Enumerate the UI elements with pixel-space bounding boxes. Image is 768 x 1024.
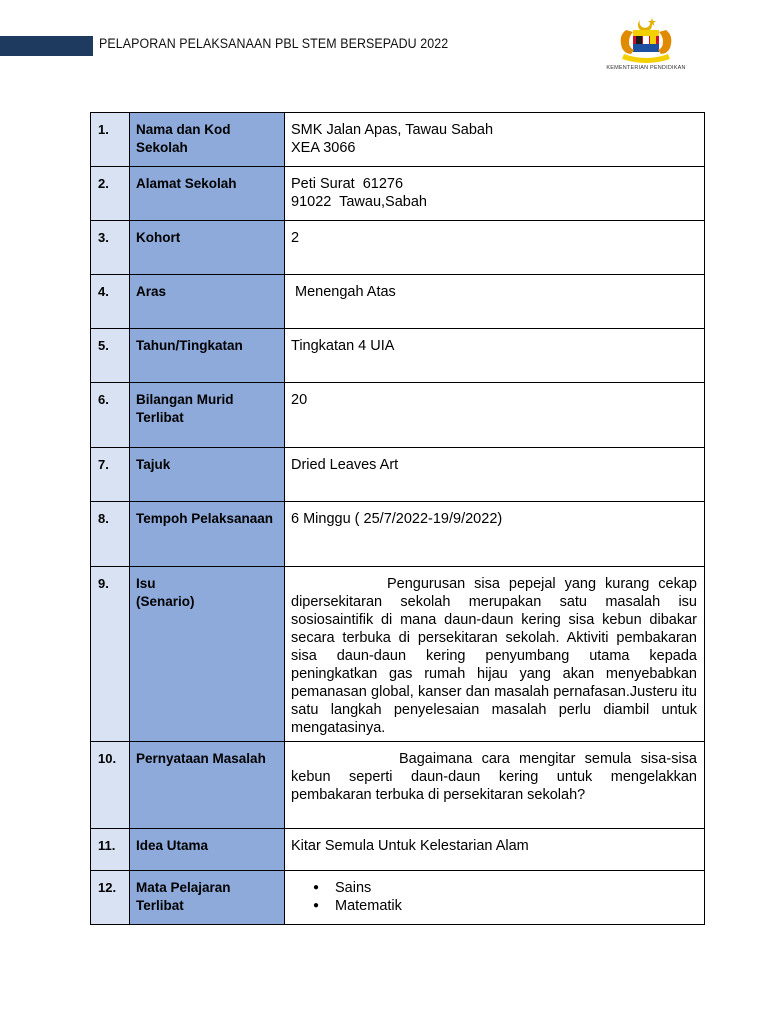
table-row — [91, 829, 705, 871]
row-number: 7. — [91, 448, 130, 502]
table-row — [91, 567, 705, 742]
row-number: 4. — [91, 275, 130, 329]
row-label: Idea Utama — [130, 829, 285, 871]
ministry-logo — [588, 14, 704, 80]
row-number: 6. — [91, 383, 130, 448]
row-label: Pernyataan Masalah — [130, 742, 285, 829]
row-value: 2 — [285, 221, 705, 275]
table-row — [91, 167, 705, 221]
row-value: 6 Minggu ( 25/7/2022-19/9/2022) — [285, 502, 705, 567]
row-label: Tempoh Pelaksanaan — [130, 502, 285, 567]
table-row — [91, 113, 705, 167]
row-number: 12. — [91, 871, 130, 925]
row-value: Peti Surat 61276 91022 Tawau,Sabah — [285, 167, 705, 221]
row-value: Pengurusan sisa pepejal yang kurang cekap dipersekitaran sekolah merupakan satu masalah isu sosiosaintifik di mana daun-daun kering sisa kebun dibakar secara terbuka di persekitaran sekolah. Aktiviti pembakaran sisa daun-daun kering penyumbang utama kepada peningkatkan gas rumah hijau yang akan menyebabkan pemanasan global, kanser dan masalah pernafasan.Justeru itu satu langkah penyelesaian masalah perlu diambil untuk mengatasinya. — [285, 567, 705, 742]
row-label: Isu (Senario) — [130, 567, 285, 742]
table-row — [91, 742, 705, 829]
header-accent-bar — [0, 36, 93, 56]
table-row — [91, 448, 705, 502]
page-title: PELAPORAN PELAKSANAAN PBL STEM BERSEPADU 2022 — [99, 36, 449, 51]
row-value: Menengah Atas — [285, 275, 705, 329]
row-number: 11. — [91, 829, 130, 871]
row-number: 1. — [91, 113, 130, 167]
table-row — [91, 329, 705, 383]
report-table — [90, 112, 705, 925]
list-item: ● Sains — [335, 879, 698, 897]
table-row — [91, 871, 705, 925]
row-number: 3. — [91, 221, 130, 275]
row-value: Bagaimana cara mengitar semula sisa-sisa kebun seperti daun-daun kering untuk mengelakkan pembakaran terbuka di persekitaran sekolah? — [285, 742, 705, 829]
row-number: 10. — [91, 742, 130, 829]
row-value: SMK Jalan Apas, Tawau Sabah XEA 3066 — [285, 113, 705, 167]
row-label: Kohort — [130, 221, 285, 275]
row-number: 5. — [91, 329, 130, 383]
row-label: Nama dan Kod Sekolah — [130, 113, 285, 167]
list-item: ● Matematik — [335, 897, 698, 915]
row-value — [285, 871, 705, 925]
subject-list — [291, 879, 698, 915]
table-row — [91, 383, 705, 448]
table-row — [91, 275, 705, 329]
row-label: Mata Pelajaran Terlibat — [130, 871, 285, 925]
row-label: Aras — [130, 275, 285, 329]
row-label: Bilangan Murid Terlibat — [130, 383, 285, 448]
row-number: 8. — [91, 502, 130, 567]
row-value: 20 — [285, 383, 705, 448]
row-number: 9. — [91, 567, 130, 742]
table-row — [91, 221, 705, 275]
row-label: Tahun/Tingkatan — [130, 329, 285, 383]
row-label: Alamat Sekolah — [130, 167, 285, 221]
row-label: Tajuk — [130, 448, 285, 502]
row-value: Tingkatan 4 UIA — [285, 329, 705, 383]
row-number: 2. — [91, 167, 130, 221]
table-row — [91, 502, 705, 567]
logo-caption: KEMENTERIAN PENDIDIKAN — [606, 65, 686, 71]
row-value: Kitar Semula Untuk Kelestarian Alam — [285, 829, 705, 871]
row-value: Dried Leaves Art — [285, 448, 705, 502]
